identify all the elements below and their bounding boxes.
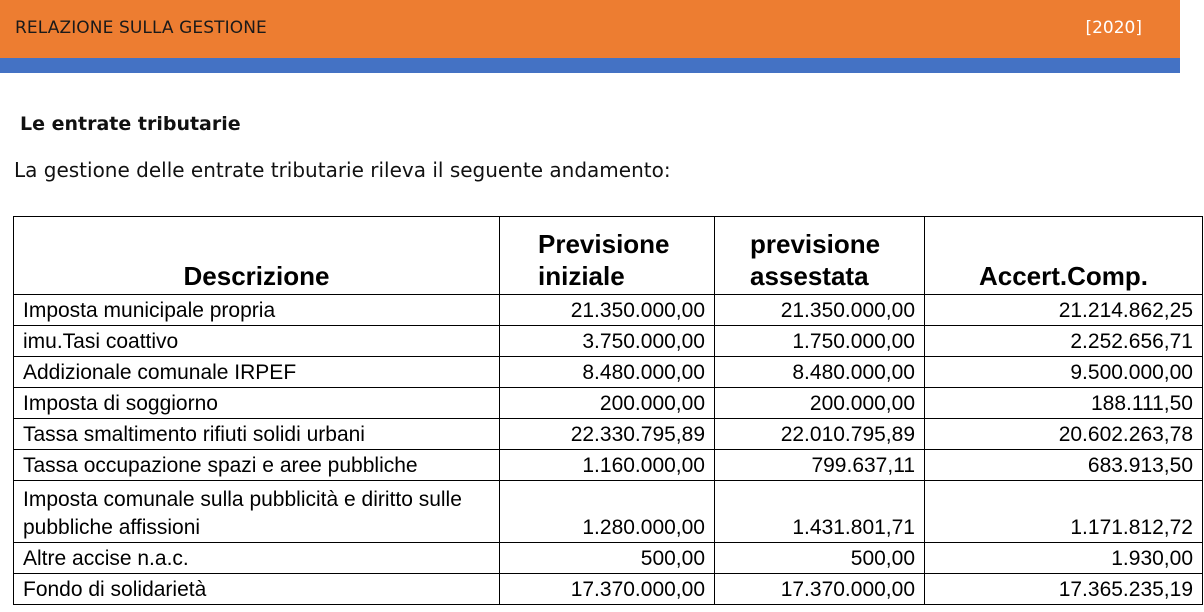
cell-descrizione: Tassa occupazione spazi e aree pubbliche (14, 450, 500, 481)
cell-previsione-assestata: 22.010.795,89 (715, 419, 925, 450)
cell-previsione-iniziale: 8.480.000,00 (500, 357, 715, 388)
column-header-accert-comp: Accert.Comp. (925, 217, 1203, 295)
cell-accert-comp: 9.500.000,00 (925, 357, 1203, 388)
document-header-title: RELAZIONE SULLA GESTIONE (15, 18, 267, 38)
table-row (14, 574, 1203, 605)
section-heading: Le entrate tributarie (20, 113, 241, 135)
table-header-row (14, 217, 1203, 295)
cell-previsione-iniziale: 500,00 (500, 543, 715, 574)
cell-previsione-assestata: 799.637,11 (715, 450, 925, 481)
table-row (14, 481, 1203, 543)
cell-descrizione: Altre accise n.a.c. (14, 543, 500, 574)
cell-previsione-iniziale: 1.280.000,00 (500, 481, 715, 543)
cell-previsione-assestata: 1.431.801,71 (715, 481, 925, 543)
cell-previsione-assestata: 17.370.000,00 (715, 574, 925, 605)
cell-descrizione: Fondo di solidarietà (14, 574, 500, 605)
cell-accert-comp: 21.214.862,25 (925, 295, 1203, 326)
cell-previsione-assestata: 200.000,00 (715, 388, 925, 419)
table-row (14, 326, 1203, 357)
revenue-table (13, 216, 1203, 605)
cell-descrizione: imu.Tasi coattivo (14, 326, 500, 357)
table-row (14, 388, 1203, 419)
cell-previsione-assestata: 500,00 (715, 543, 925, 574)
cell-accert-comp: 1.171.812,72 (925, 481, 1203, 543)
document-header-year: [2020] (1085, 18, 1142, 38)
cell-descrizione: Addizionale comunale IRPEF (14, 357, 500, 388)
cell-accert-comp: 2.252.656,71 (925, 326, 1203, 357)
table-row (14, 543, 1203, 574)
cell-accert-comp: 188.111,50 (925, 388, 1203, 419)
column-header-previsione-assestata: previsione assestata (715, 217, 925, 295)
header-stripe (0, 58, 1180, 73)
header-band (0, 0, 1180, 58)
cell-descrizione: Tassa smaltimento rifiuti solidi urbani (14, 419, 500, 450)
table-row (14, 419, 1203, 450)
table-row (14, 357, 1203, 388)
cell-accert-comp: 683.913,50 (925, 450, 1203, 481)
table-row (14, 450, 1203, 481)
cell-previsione-iniziale: 1.160.000,00 (500, 450, 715, 481)
column-header-previsione-iniziale: Previsione iniziale (500, 217, 715, 295)
cell-previsione-assestata: 21.350.000,00 (715, 295, 925, 326)
cell-descrizione: Imposta municipale propria (14, 295, 500, 326)
cell-previsione-iniziale: 3.750.000,00 (500, 326, 715, 357)
cell-descrizione: Imposta di soggiorno (14, 388, 500, 419)
cell-previsione-iniziale: 21.350.000,00 (500, 295, 715, 326)
cell-previsione-iniziale: 17.370.000,00 (500, 574, 715, 605)
cell-previsione-iniziale: 200.000,00 (500, 388, 715, 419)
cell-previsione-assestata: 8.480.000,00 (715, 357, 925, 388)
cell-previsione-assestata: 1.750.000,00 (715, 326, 925, 357)
cell-descrizione: Imposta comunale sulla pubblicità e diritto sulle pubbliche affissioni (14, 481, 500, 543)
cell-accert-comp: 17.365.235,19 (925, 574, 1203, 605)
cell-previsione-iniziale: 22.330.795,89 (500, 419, 715, 450)
intro-paragraph: La gestione delle entrate tributarie rileva il seguente andamento: (14, 158, 671, 182)
table-row (14, 295, 1203, 326)
cell-accert-comp: 1.930,00 (925, 543, 1203, 574)
cell-accert-comp: 20.602.263,78 (925, 419, 1203, 450)
column-header-descrizione: Descrizione (14, 217, 500, 295)
